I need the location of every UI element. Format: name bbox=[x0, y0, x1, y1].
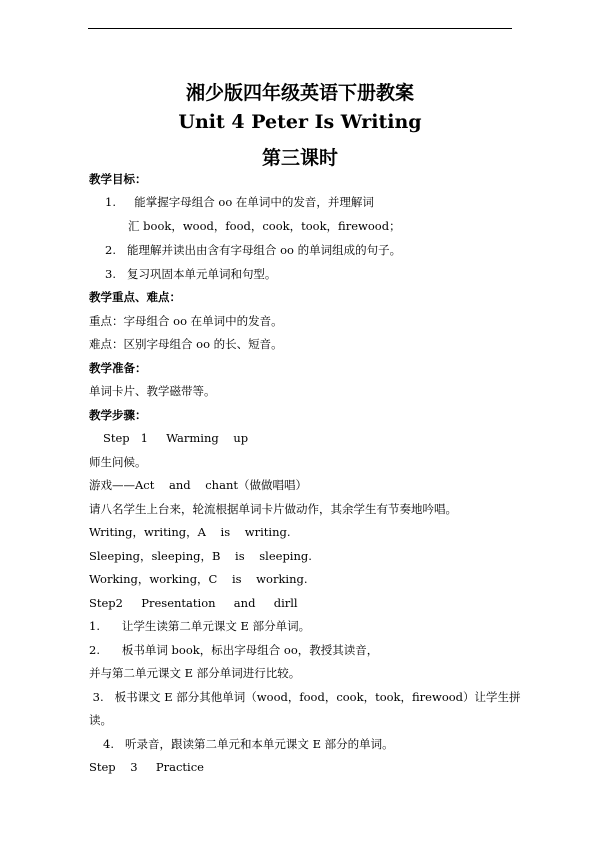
step-2-item-3-cont: 读。 bbox=[89, 713, 112, 727]
objective-item-2: 2. 能理解并读出由含有字母组合 oo 的单词组成的句子。 bbox=[105, 243, 402, 257]
objective-item-3: 3. 复习巩固本单元单词和句型。 bbox=[105, 267, 277, 281]
objective-item-1: 1. 能掌握字母组合 oo 在单词中的发音，并理解词 bbox=[105, 195, 374, 209]
header-rule bbox=[88, 28, 512, 29]
chant-line-1: Writing，writing，A is writing. bbox=[89, 525, 291, 539]
section-heading-objectives: 教学目标： bbox=[89, 172, 147, 186]
step-1-greeting: 师生问候。 bbox=[89, 455, 147, 469]
objective-item-1-cont: 汇 book，wood，food，cook，took，firewood； bbox=[128, 219, 401, 233]
step-1-game: 游戏——Act and chant（做做唱唱） bbox=[89, 478, 307, 492]
section-heading-key-points: 教学重点、难点： bbox=[89, 290, 181, 304]
step-1-heading: Step 1 Warming up bbox=[103, 431, 249, 445]
step-2-heading: Step2 Presentation and dirll bbox=[89, 596, 298, 610]
preparation-text: 单词卡片、教学磁带等。 bbox=[89, 384, 216, 398]
lesson-title: 第三课时 bbox=[261, 147, 338, 169]
step-2-item-3: 3. 板书课文 E 部分其他单词（wood，food，cook，took，firewood）让学生拼 bbox=[89, 690, 521, 704]
step-2-item-2-cont: 并与第二单元课文 E 部分单词进行比较。 bbox=[89, 666, 301, 680]
step-3-heading: Step 3 Practice bbox=[89, 760, 204, 774]
section-heading-preparation: 教学准备： bbox=[89, 361, 147, 375]
document-title: 湘少版四年级英语下册教案 bbox=[185, 82, 414, 104]
step-1-game-instructions: 请八名学生上台来，轮流根据单词卡片做动作，其余学生有节奏地吟唱。 bbox=[89, 502, 457, 516]
chant-line-3: Working，working，C is working. bbox=[89, 572, 308, 586]
key-point-text: 重点：字母组合 oo 在单词中的发音。 bbox=[89, 314, 283, 328]
step-2-item-4: 4. 听录音，跟读第二单元和本单元课文 E 部分的单词。 bbox=[103, 737, 394, 751]
step-2-item-2: 2. 板书单词 book，标出字母组合 oo，教授其读音， bbox=[89, 643, 379, 657]
chant-line-2: Sleeping，sleeping，B is sleeping. bbox=[89, 549, 312, 563]
step-2-item-1: 1. 让学生读第二单元课文 E 部分单词。 bbox=[89, 619, 311, 633]
difficult-point-text: 难点：区别字母组合 oo 的长、短音。 bbox=[89, 337, 283, 351]
unit-title: Unit 4 Peter Is Writing bbox=[178, 111, 422, 133]
section-heading-procedure: 教学步骤： bbox=[89, 408, 147, 422]
